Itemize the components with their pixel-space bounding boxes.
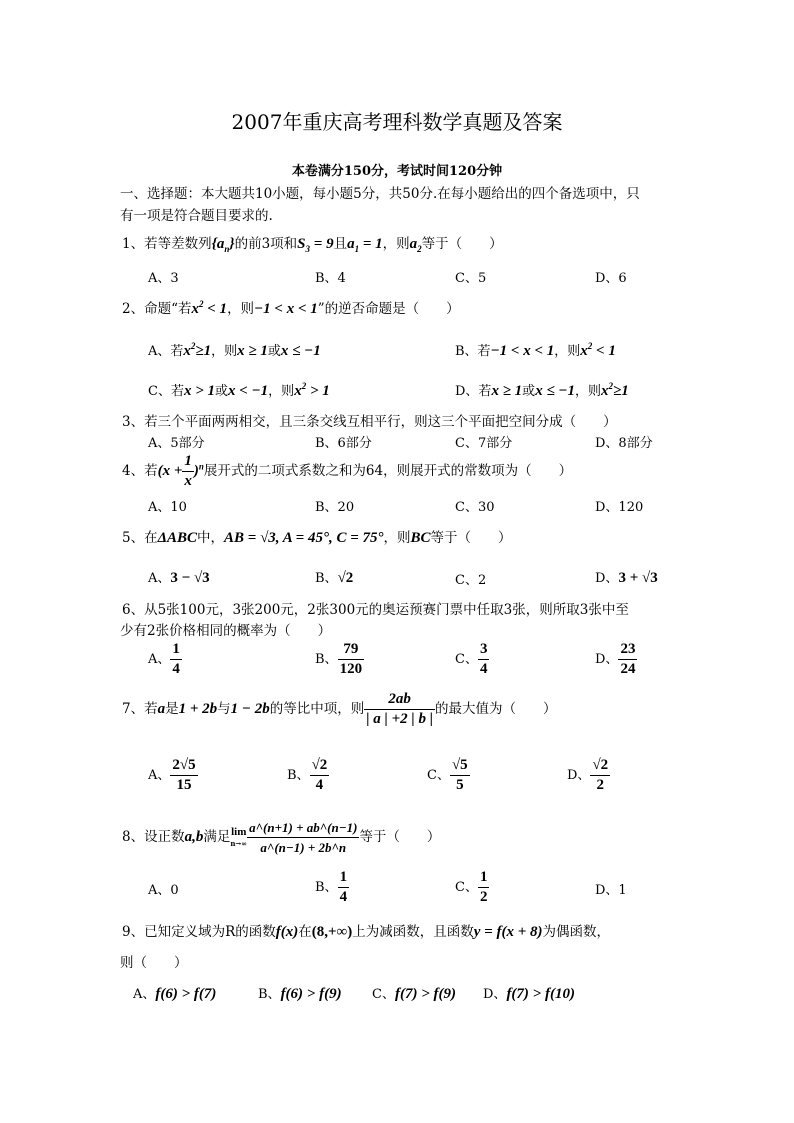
q9-option-c: C、f(7) > f(9) [372, 986, 456, 1002]
q4-option-a: A、10 [148, 500, 187, 515]
q2-option-c: C、若x > 1或x < −1，则$x^2 > 1$ [148, 381, 330, 399]
q7-option-d: D、 $\frac{√2}{2}$ [567, 757, 609, 793]
question-4: 4、若(x + $\frac{1}{x}$ )$^n$展开式的二项式系数之和为64，则展开式的常数项为（ ） [122, 453, 573, 489]
q2-option-a: A、若$x^2\ge 1$，则x ≥ 1或x ≤ −1 [148, 341, 321, 359]
question-2: 2、命题“若$x^2 < 1$，则−1 < x < 1”的逆否命题是（ ） [122, 299, 460, 317]
q6-option-d: D、 $\frac{23}{24}$ [595, 641, 636, 677]
q7-option-b: B、 $\frac{√2}{4}$ [287, 757, 328, 793]
q2-option-b: B、若−1 < x < 1，则$x^2 < 1$ [455, 341, 616, 359]
section-intro-line2: 有一项是符合题目要求的. [120, 208, 273, 224]
q5-option-b: B、√2 [315, 570, 354, 586]
q3-option-c: C、7部分 [455, 436, 513, 451]
q4-option-d: D、120 [595, 500, 644, 515]
q3-option-a: A、5部分 [148, 436, 205, 451]
page-title: 2007年重庆高考理科数学真题及答案 [231, 110, 563, 134]
question-8: 8、设正数a,b满足 lim n→∞ $\frac{a\^{}(n+1) + ab\^{}(n-1)}{a\^{}(n-1) + 2b\^{}n}$ 等于（ ） [122, 820, 441, 855]
question-3: 3、若三个平面两两相交，且三条交线互相平行，则这三个平面把空间分成（ ） [122, 414, 617, 430]
q4-option-c: C、30 [455, 500, 495, 515]
q9-option-b: B、f(6) > f(9) [258, 986, 342, 1002]
q5-option-a: A、3 − √3 [148, 570, 210, 586]
question-7: 7、若a是1 + 2b与1 − 2b的等比中项，则 $\frac{2ab}{| a | +2 | b |}$ 的最大值为（ ） [122, 691, 557, 727]
q8-option-c: C、 $\frac{1}{2}$ [455, 869, 488, 905]
q7-option-a: A、 $\frac{2√5}{15}$ [148, 757, 196, 793]
q8-option-b: B、 $\frac{1}{4}$ [315, 869, 348, 905]
q6-option-a: A、 $\frac{1}{4}$ [148, 641, 180, 677]
q1-option-b: B、4 [315, 271, 346, 286]
q1-option-c: C、5 [455, 271, 487, 286]
question-1: 1、若等差数列$\{a_n\}$的前3项和$S_3 = 9$且$a_1 = 1$，则$a_2$等于（ ） [122, 236, 503, 254]
q3-option-b: B、6部分 [315, 436, 372, 451]
q8-option-d: D、1 [595, 883, 627, 898]
q9-option-a: A、f(6) > f(7) [133, 986, 217, 1002]
exam-subtitle: 本卷满分150分，考试时间120分钟 [291, 164, 503, 179]
q4-option-b: B、20 [315, 500, 355, 515]
q9-option-d: D、f(7) > f(10) [483, 986, 575, 1002]
q2-option-d: D、若x ≥ 1或x ≤ −1，则$x^2\ge 1$ [455, 381, 629, 399]
q5-option-c: C、2 [455, 573, 487, 588]
q8-option-a: A、0 [148, 883, 179, 898]
q6-option-b: B、 $\frac{79}{120}$ [315, 641, 363, 677]
question-9-line2: 则（ ） [120, 955, 188, 971]
q1-option-a: A、3 [148, 271, 179, 286]
question-5: 5、在ΔABC中，AB = √3, A = 45°, C = 75°，则BC等于（ ） [122, 530, 512, 546]
q1-option-d: D、6 [595, 271, 627, 286]
q6-option-c: C、 $\frac{3}{4}$ [455, 641, 488, 677]
q5-option-d: D、3 + √3 [595, 570, 658, 586]
section-intro-line1: 一、选择题：本大题共10小题，每小题5分，共50分.在每小题给出的四个备选项中，只 [120, 186, 640, 202]
question-9: 9、已知定义域为R的函数f(x)在(8,+∞)上为减函数，且函数y = f(x + 8)为偶函数， [122, 924, 610, 940]
question-6-line2: 少有2张价格相同的概率为（ ） [120, 623, 332, 639]
question-6-line1: 6、从5张100元，3张200元，2张300元的奥运预赛门票中任取3张，则所取3张中至 [122, 602, 629, 618]
q7-option-c: C、 $\frac{√5}{5}$ [427, 757, 468, 793]
q3-option-d: D、8部分 [595, 436, 653, 451]
